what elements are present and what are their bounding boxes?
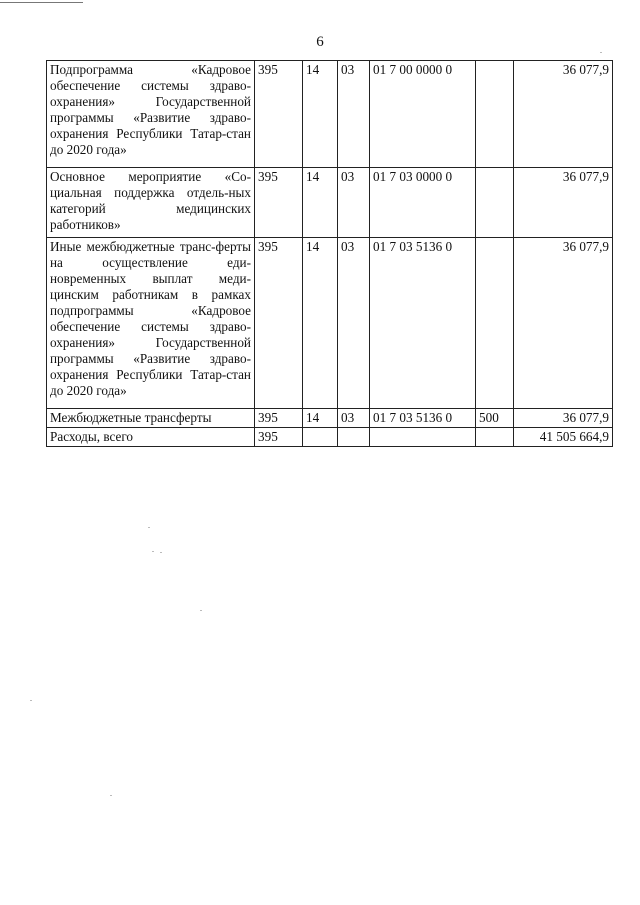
table-row [47, 409, 613, 428]
subsection-code-cell: 03 [338, 238, 370, 409]
section-code-cell [303, 428, 338, 447]
amount-cell: 36 077,9 [514, 238, 613, 409]
table-row [47, 238, 613, 409]
subsection-code-cell: 03 [338, 409, 370, 428]
scan-speck [110, 795, 112, 796]
scan-top-edge-line [0, 2, 83, 3]
row-name-cell: Расходы, всего [47, 428, 255, 447]
scan-speck [148, 527, 150, 528]
scan-speck [152, 551, 154, 552]
amount-cell: 36 077,9 [514, 409, 613, 428]
table-row [47, 61, 613, 168]
scan-speck [600, 52, 602, 53]
target-article-cell: 01 7 00 0000 0 [370, 61, 476, 168]
row-name-cell: Иные межбюджетные транс-ферты на осуществление еди-новременных выплат меди-цинским работникам в рамках подпрограммы «Кадровое обеспечение системы здраво-охранения» Государственной программы «Развитие здраво-охранения Республики Татар-стан до 2020 года» [47, 238, 255, 409]
budget-expenditure-table [46, 60, 613, 447]
ministry-code-cell: 395 [255, 238, 303, 409]
section-code-cell: 14 [303, 168, 338, 238]
row-name-cell: Основное мероприятие «Со-циальная поддержка отдель-ных категорий медицинских работников» [47, 168, 255, 238]
expense-type-cell: 500 [476, 409, 514, 428]
target-article-cell: 01 7 03 5136 0 [370, 238, 476, 409]
scan-speck [200, 610, 202, 611]
target-article-cell [370, 428, 476, 447]
amount-cell: 36 077,9 [514, 61, 613, 168]
section-code-cell: 14 [303, 61, 338, 168]
section-code-cell: 14 [303, 409, 338, 428]
table-row [47, 428, 613, 447]
expense-type-cell [476, 238, 514, 409]
scan-speck [160, 552, 162, 553]
expense-type-cell [476, 428, 514, 447]
ministry-code-cell: 395 [255, 61, 303, 168]
amount-cell: 41 505 664,9 [514, 428, 613, 447]
ministry-code-cell: 395 [255, 409, 303, 428]
row-name-cell: Подпрограмма «Кадровое обеспечение системы здраво-охранения» Государственной программы «Развитие здраво-охранения Республики Татар-стан до 2020 года» [47, 61, 255, 168]
expense-type-cell [476, 168, 514, 238]
expense-type-cell [476, 61, 514, 168]
page-number: 6 [316, 34, 324, 50]
ministry-code-cell: 395 [255, 428, 303, 447]
target-article-cell: 01 7 03 5136 0 [370, 409, 476, 428]
ministry-code-cell: 395 [255, 168, 303, 238]
subsection-code-cell: 03 [338, 168, 370, 238]
subsection-code-cell [338, 428, 370, 447]
amount-cell: 36 077,9 [514, 168, 613, 238]
row-name-cell: Межбюджетные трансферты [47, 409, 255, 428]
scan-speck [30, 700, 32, 701]
section-code-cell: 14 [303, 238, 338, 409]
subsection-code-cell: 03 [338, 61, 370, 168]
table-row [47, 168, 613, 238]
target-article-cell: 01 7 03 0000 0 [370, 168, 476, 238]
